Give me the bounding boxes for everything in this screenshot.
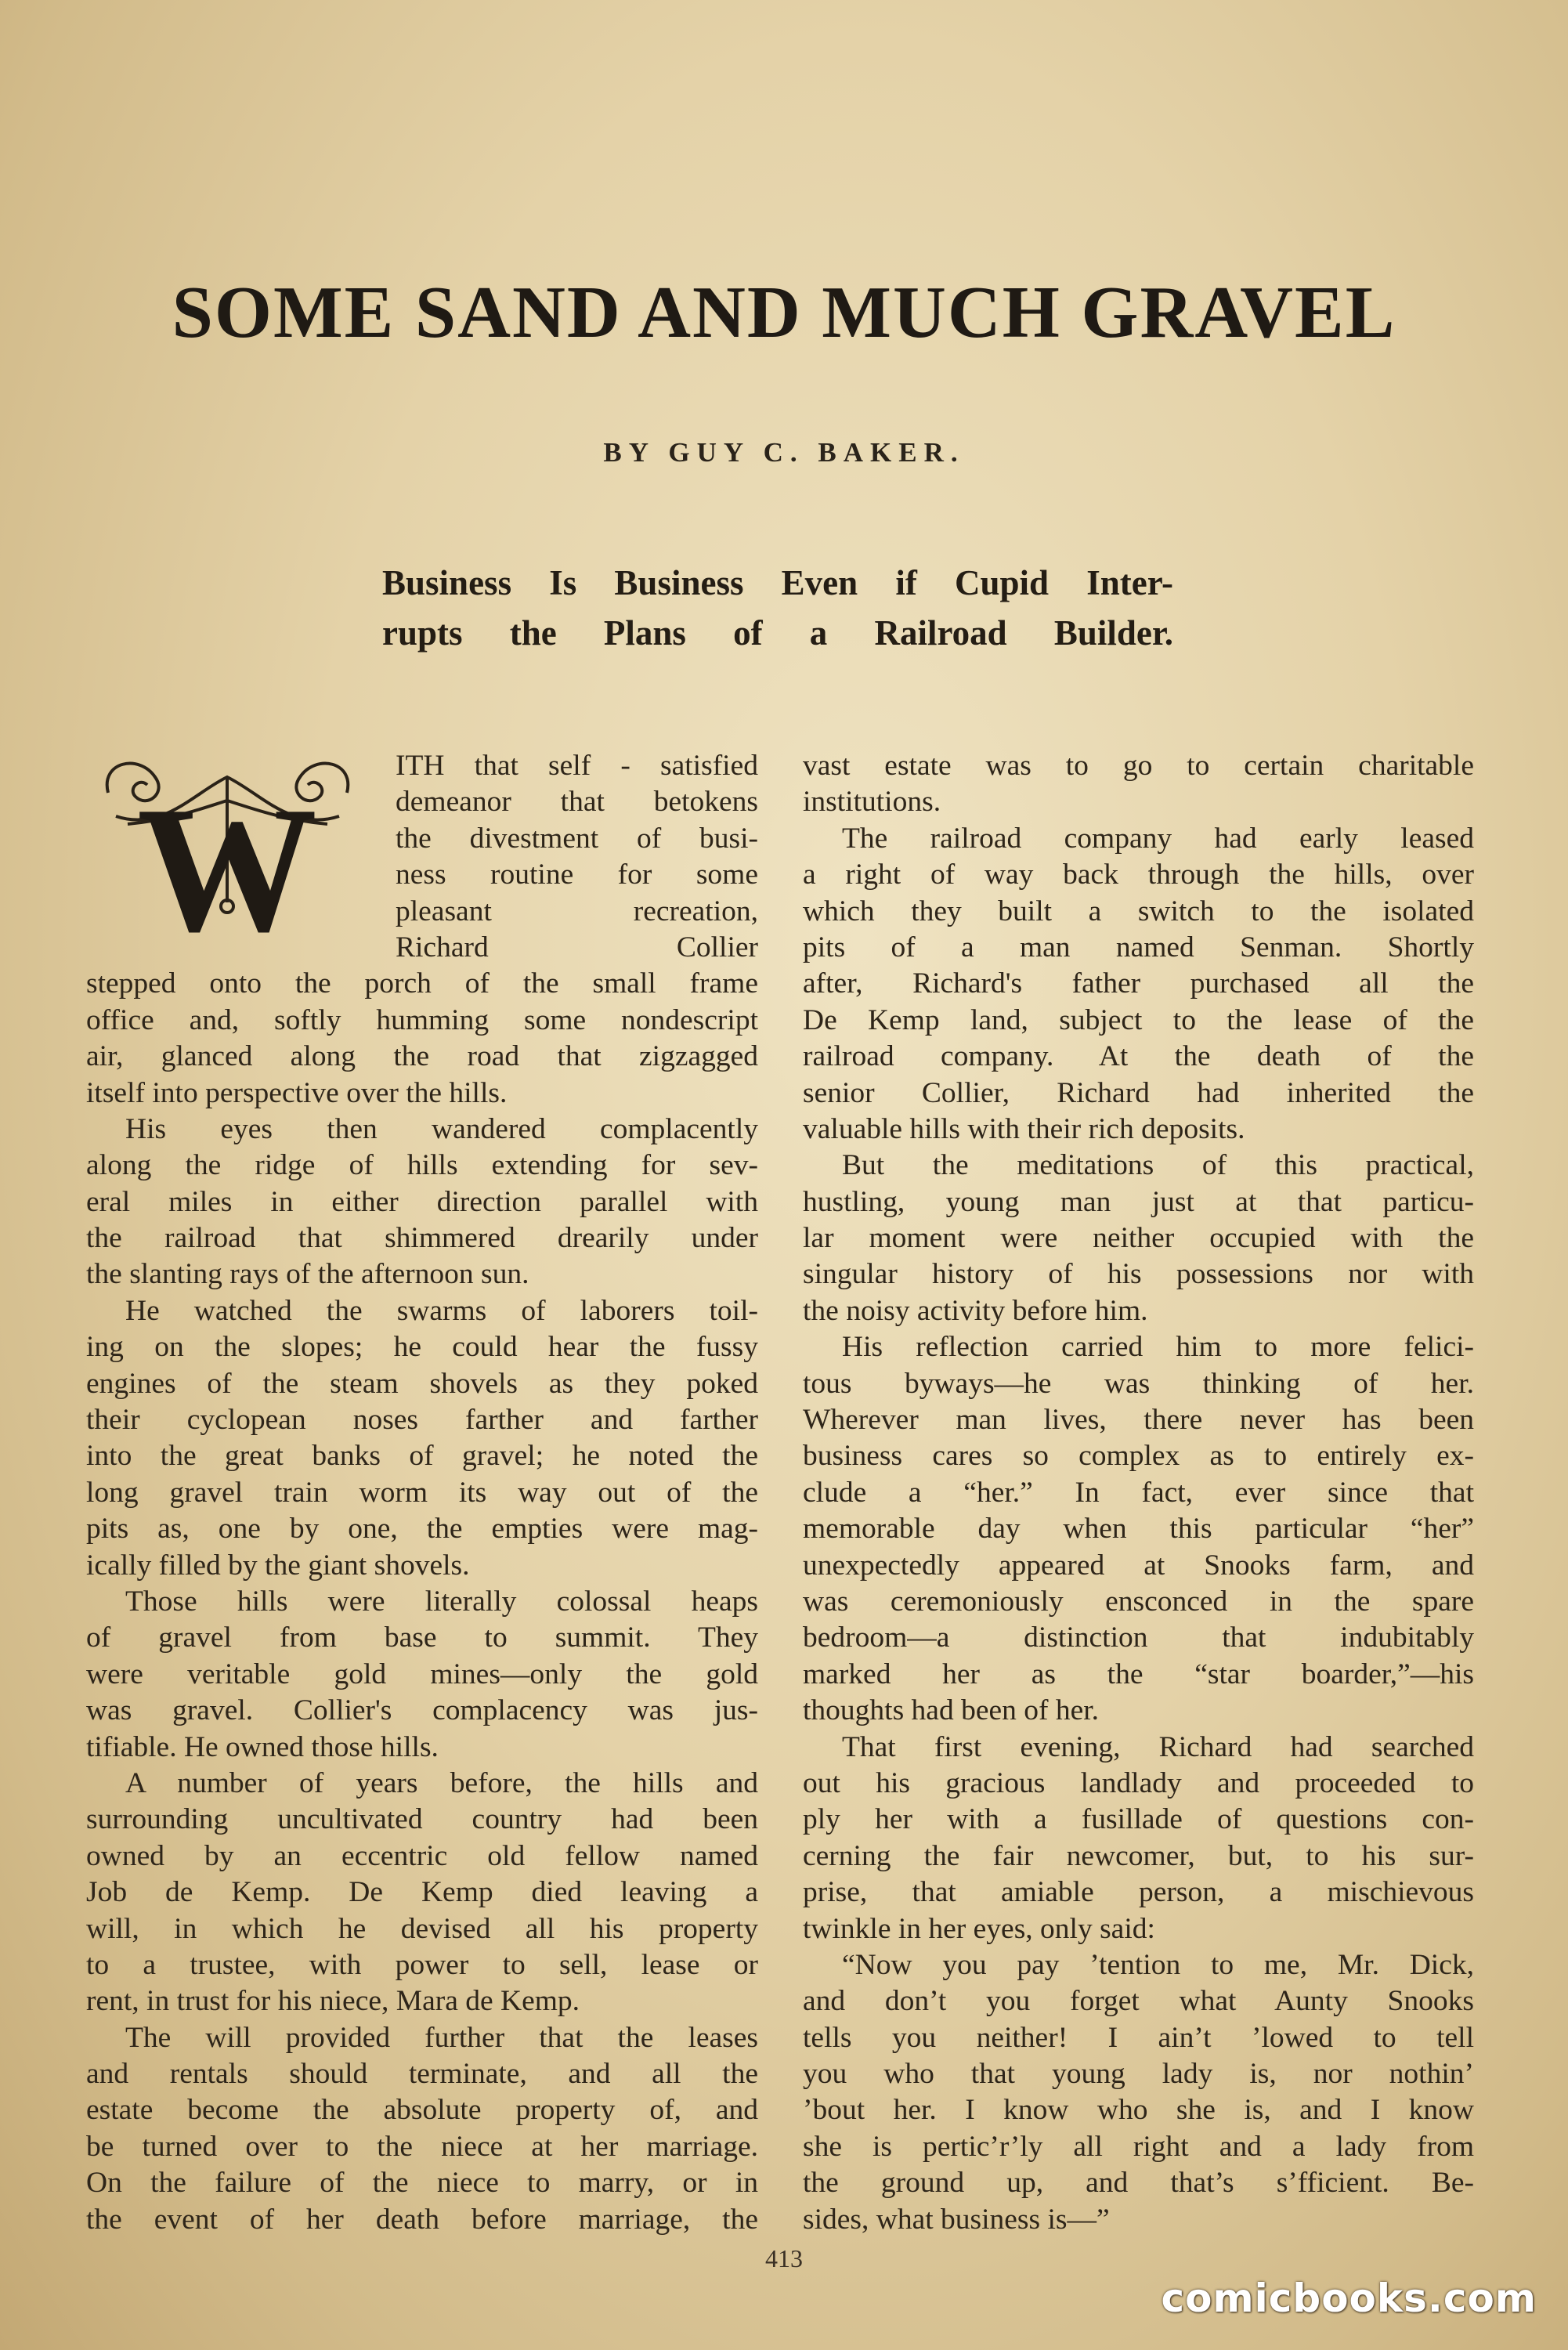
text-line: marked her as the “star boarder,”—his (803, 1658, 1474, 1690)
text-line: Job de Kemp. De Kemp died leaving a (86, 1876, 758, 1909)
watermark: comicbooks.com (1161, 2276, 1537, 2321)
text-line: On the failure of the niece to marry, or in (86, 2167, 758, 2200)
text-line: clude a “her.” In fact, ever since that (803, 1476, 1474, 1509)
text-line: “Now you pay ’tention to me, Mr. Dick, (842, 1948, 1474, 1981)
text-line: unexpectedly appeared at Snooks farm, and (803, 1549, 1474, 1582)
text-line: ing on the slopes; he could hear the fussy (86, 1331, 758, 1364)
text-line: you who that young lady is, nor nothin’ (803, 2058, 1474, 2091)
text-line: were veritable gold mines—only the gold (86, 1658, 758, 1690)
text-line: His eyes then wandered complacently (125, 1112, 758, 1145)
text-line: itself into perspective over the hills. (86, 1076, 508, 1109)
text-line: a right of way back through the hills, over (803, 859, 1474, 891)
text-line: into the great banks of gravel; he noted the (86, 1440, 758, 1473)
text-line: ITH that self - satisfied (396, 750, 758, 782)
text-line: Richard Collier (396, 931, 758, 964)
text-line: after, Richard's father purchased all the (803, 967, 1474, 1000)
text-line: long gravel train worm its way out of the (86, 1476, 758, 1509)
text-line: But the meditations of this practical, (842, 1149, 1474, 1182)
text-line: demeanor that betokens (396, 786, 758, 819)
text-line: bedroom—a distinction that indubitably (803, 1622, 1474, 1654)
text-line: will, in which he devised all his property (86, 1912, 758, 1945)
text-line: which they built a switch to the isolated (803, 895, 1474, 927)
text-line: pleasant recreation, (396, 895, 758, 927)
text-line: institutions. (803, 786, 941, 819)
text-line: hustling, young man just at that particu- (803, 1185, 1474, 1218)
text-line: air, glanced along the road that zigzagged (86, 1040, 758, 1073)
article-byline: BY GUY C. BAKER. (603, 437, 965, 468)
text-line: business cares so complex as to entirely ex- (803, 1440, 1474, 1473)
text-line: along the ridge of hills extending for sev- (86, 1149, 758, 1182)
text-line: That first evening, Richard had searched (842, 1730, 1474, 1763)
text-line: surrounding uncultivated country had been (86, 1803, 758, 1836)
text-line: stepped onto the porch of the small frame (86, 967, 758, 1000)
text-line: was ceremoniously ensconced in the spare (803, 1585, 1474, 1618)
text-line: sides, what business is—” (803, 2203, 1110, 2236)
text-line: the ground up, and that’s s’fficient. Be- (803, 2167, 1474, 2200)
text-line: memorable day when this particular “her” (803, 1513, 1474, 1546)
text-line: the slanting rays of the afternoon sun. (86, 1258, 529, 1291)
text-line: she is pertic’r’ly all right and a lady from (803, 2130, 1474, 2163)
text-line: The will provided further that the leases (125, 2021, 758, 2054)
subtitle-line: rupts the Plans of a Railroad Builder. (382, 613, 1173, 653)
drop-cap-letter: W (137, 769, 317, 940)
text-line: tous byways—he was thinking of her. (803, 1367, 1474, 1400)
text-line: the noisy activity before him. (803, 1294, 1148, 1327)
text-line: was gravel. Collier's complacency was jus- (86, 1694, 758, 1727)
text-line: be turned over to the niece at her marriage. (86, 2130, 758, 2163)
text-line: ically filled by the giant shovels. (86, 1549, 470, 1582)
right-column (803, 748, 1474, 2238)
text-line: twinkle in her eyes, only said: (803, 1912, 1155, 1945)
text-line: rent, in trust for his niece, Mara de Kemp. (86, 1985, 580, 2018)
text-line: thoughts had been of her. (803, 1694, 1100, 1727)
text-line: owned by an eccentric old fellow named (86, 1839, 758, 1872)
left-column (86, 748, 758, 2238)
text-line: senior Collier, Richard had inherited the (803, 1076, 1474, 1109)
text-line: the divestment of busi- (396, 822, 758, 855)
text-line: pits of a man named Senman. Shortly (803, 931, 1474, 964)
text-line: De Kemp land, subject to the lease of the (803, 1003, 1474, 1036)
text-line: prise, that amiable person, a mischievous (803, 1876, 1474, 1909)
text-line: out his gracious landlady and proceeded to (803, 1766, 1474, 1799)
text-line: their cyclopean noses farther and farther (86, 1404, 758, 1437)
page-number: 413 (765, 2244, 803, 2272)
text-line: ply her with a fusillade of questions con- (803, 1803, 1474, 1836)
text-line: vast estate was to go to certain charitable (803, 750, 1474, 782)
text-line: lar moment were neither occupied with the (803, 1222, 1474, 1255)
text-line: the event of her death before marriage, the (86, 2203, 758, 2236)
text-line: ness routine for some (396, 859, 758, 891)
text-line: Those hills were literally colossal heaps (125, 1585, 758, 1618)
subtitle-line: Business Is Business Even if Cupid Inter- (382, 563, 1173, 602)
text-line: and don’t you forget what Aunty Snooks (803, 1985, 1474, 2018)
text-line: Wherever man lives, there never has been (803, 1404, 1474, 1437)
text-line: He watched the swarms of laborers toil- (125, 1294, 758, 1327)
text-line: valuable hills with their rich deposits. (803, 1112, 1245, 1145)
text-line: to a trustee, with power to sell, lease or (86, 1948, 758, 1981)
text-line: tells you neither! I ain’t ’lowed to tell (803, 2021, 1474, 2054)
text-line: tifiable. He owned those hills. (86, 1730, 439, 1763)
text-line: office and, softly humming some nondescript (86, 1003, 758, 1036)
text-line: The railroad company had early leased (842, 822, 1474, 855)
text-line: His reflection carried him to more felici- (842, 1331, 1474, 1364)
text-line: engines of the steam shovels as they poked (86, 1367, 758, 1400)
text-line: estate become the absolute property of, and (86, 2094, 758, 2127)
text-line: of gravel from base to summit. They (86, 1622, 758, 1654)
text-line: A number of years before, the hills and (125, 1766, 758, 1799)
text-line: railroad company. At the death of the (803, 1040, 1474, 1073)
text-line: ’bout her. I know who she is, and I know (803, 2094, 1474, 2127)
text-line: eral miles in either direction parallel with (86, 1185, 758, 1218)
text-line: the railroad that shimmered drearily under (86, 1222, 758, 1255)
text-line: pits as, one by one, the empties were mag- (86, 1513, 758, 1546)
text-line: cerning the fair newcomer, but, to his sur- (803, 1839, 1474, 1872)
article-subtitle (382, 558, 1173, 658)
article-title: SOME SAND AND MUCH GRAVEL (172, 272, 1396, 353)
text-line: singular history of his possessions nor with (803, 1258, 1474, 1291)
text-line: and rentals should terminate, and all the (86, 2058, 758, 2091)
